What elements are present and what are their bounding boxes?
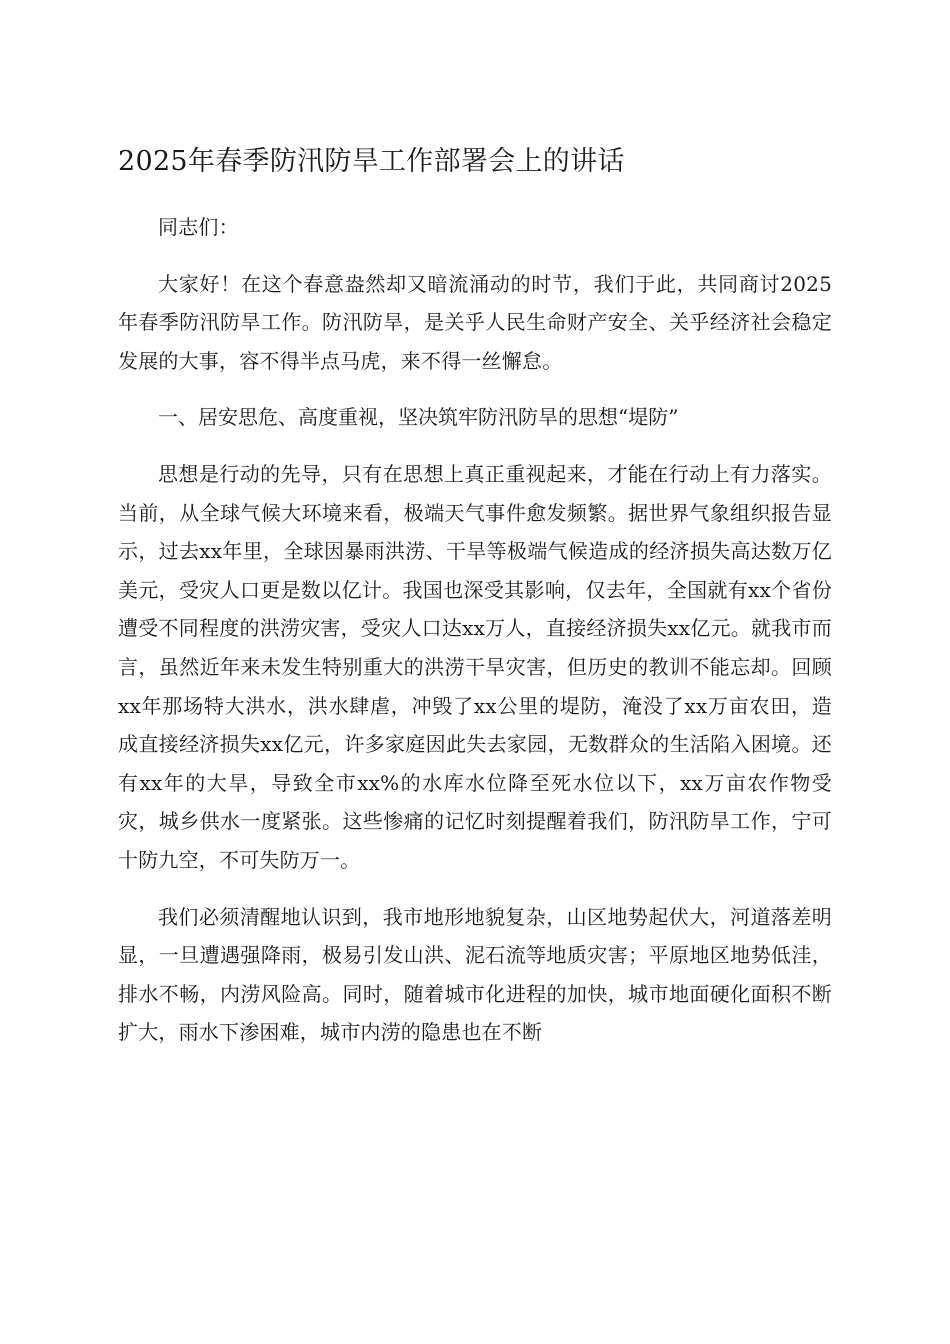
section-heading-1: 一、居安思危、高度重视，坚决筑牢防汛防旱的思想“堤防” bbox=[158, 405, 679, 430]
body-paragraph-1: 思想是行动的先导，只有在思想上真正重视起来，才能在行动上有力落实。当前，从全球气候大环境来看，极端天气事件愈发频繁。据世界气象组织报告显示，过去xx年里，全球因暴雨洪涝、干旱等极端气候造成的经济损失高达数万亿美元，受灾人口更是数以亿计。我国也深受其影响，仅去年，全国就有xx个省份遭受不同程度的洪涝灾害，受灾人口达xx万人，直接经济损失xx亿元。就我市而言，虽然近年来未发生特别重大的洪涝干旱灾害，但历史的教训不能忘却。回顾xx年那场特大洪水，洪水肆虐，冲毁了xx公里的堤防，淹没了xx万亩农田，造成直接经济损失xx亿元，许多家庭因此失去家园，无数群众的生活陷入困境。还有xx年的大旱，导致全市xx%的水库水位降至死水位以下，xx万亩农作物受灾，城乡供水一度紧张。这些惨痛的记忆时刻提醒着我们，防汛防旱工作，宁可十防九空，不可失防万一。 bbox=[118, 461, 832, 872]
opening-paragraph: 大家好！在这个春意盎然却又暗流涌动的时节，我们于此，共同商讨2025年春季防汛防旱工作。防汛防旱，是关乎人民生命财产安全、关乎经济社会稳定发展的大事，容不得半点马虎，来不得一丝懈怠。 bbox=[118, 271, 832, 373]
document-title: 2025年春季防汛防旱工作部署会上的讲话 bbox=[118, 146, 625, 177]
body-paragraph-2: 我们必须清醒地认识到，我市地形地貌复杂，山区地势起伏大，河道落差明显，一旦遭遇强降雨，极易引发山洪、泥石流等地质灾害；平原地区地势低洼，排水不畅，内涝风险高。同时，随着城市化进程的加快，城市地面硬化面积不断扩大，雨水下渗困难，城市内涝的隐患也在不断 bbox=[118, 904, 832, 1045]
document-body bbox=[118, 208, 832, 1070]
salutation: 同志们： bbox=[158, 215, 239, 239]
